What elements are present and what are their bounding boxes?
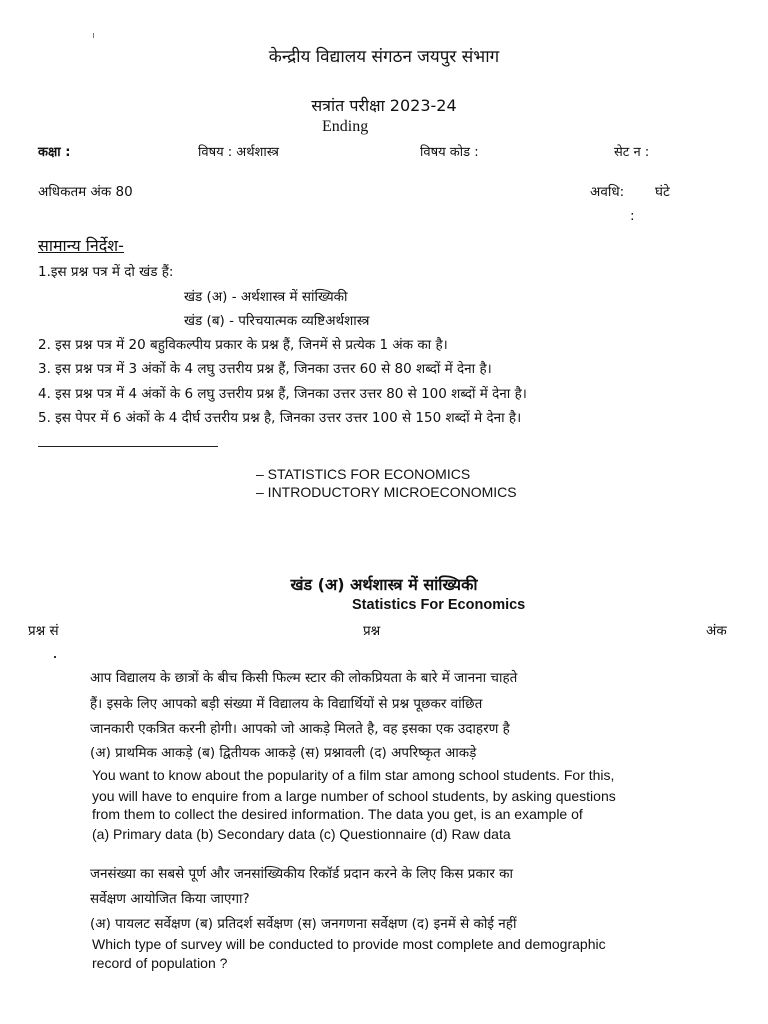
- max-marks: अधिकतम अंक 80: [38, 184, 133, 200]
- instructions-heading: सामान्य निर्देश-: [38, 236, 124, 255]
- scan-mark: [93, 33, 94, 38]
- question-2-line: सर्वेक्षण आयोजित किया जाएगा?: [90, 891, 250, 907]
- question-1-options-hi: (अ) प्राथमिक आकड़े (ब) द्वितीयक आकड़े (स) प्रश्नावली (द) अपरिष्कृत आकड़े: [90, 745, 477, 761]
- instruction-item: 1.इस प्रश्न पत्र में दो खंड हैं:: [38, 264, 174, 280]
- question-1-line: जानकारी एकत्रित करनी होगी। आपको जो आकड़े मिलते है, वह इसका एक उदाहरण है: [90, 721, 510, 737]
- column-marks: अंक: [706, 623, 727, 639]
- divider-line: [38, 446, 218, 447]
- question-2-en-line: Which type of survey will be conducted to provide most complete and demographic: [92, 936, 606, 952]
- instruction-item: खंड (ब) - परिचयात्मक व्यष्टिअर्थशास्त्र: [184, 313, 370, 329]
- set-number-label: सेट न :: [614, 145, 650, 160]
- organization-title: केन्द्रीय विद्यालय संगठन जयपुर संभाग: [268, 47, 500, 67]
- instruction-item: खंड (अ) - अर्थशास्त्र में सांख्यिकी: [184, 289, 348, 305]
- section-a-title: खंड (अ) अर्थशास्त्र में सांख्यिकी: [290, 575, 478, 594]
- duration-colon: :: [630, 208, 635, 224]
- question-1-en-line: You want to know about the popularity of a film star among school students. For this,: [92, 767, 615, 783]
- hours-label: घंटे: [655, 184, 670, 200]
- question-1-options-en: (a) Primary data (b) Secondary data (c) Questionnaire (d) Raw data: [92, 826, 511, 842]
- section-a-subtitle: Statistics For Economics: [352, 597, 526, 613]
- column-question-number: प्रश्न सं: [28, 623, 59, 639]
- question-1-line: आप विद्यालय के छात्रों के बीच किसी फिल्म स्टार की लोकप्रियता के बारे में जानना चाहते: [90, 670, 518, 686]
- class-label: कक्षा :: [38, 145, 71, 160]
- subject-code-label: विषय कोड :: [420, 145, 479, 160]
- exam-title: सत्रांत परीक्षा 2023-24: [311, 96, 457, 115]
- subject-label: विषय : अर्थशास्त्र: [198, 145, 279, 160]
- instruction-item: 5. इस पेपर में 6 अंकों के 4 दीर्घ उत्तरीय प्रश्न है, जिनका उत्तर उत्तर 100 से 150 शब्दों मे देना है।: [38, 410, 522, 426]
- question-2-options-hi: (अ) पायलट सर्वेक्षण (ब) प्रतिदर्श सर्वेक्षण (स) जनगणना सर्वेक्षण (द) इनमें से कोई नहीं: [90, 916, 517, 932]
- english-section-a: – STATISTICS FOR ECONOMICS: [256, 466, 471, 482]
- instruction-item: 2. इस प्रश्न पत्र में 20 बहुविकल्पीय प्रकार के प्रश्न हैं, जिनमें से प्रत्येक 1 अंक का है।: [38, 337, 448, 353]
- question-2-en-line: record of population ?: [92, 955, 228, 971]
- duration-label: अवधि:: [590, 184, 625, 200]
- exam-subtitle: Ending: [322, 118, 369, 135]
- question-1-en-line: from them to collect the desired information. The data you get, is an example of: [92, 806, 583, 822]
- question-1-en-line: you will have to enquire from a large number of school students, by asking questions: [92, 788, 616, 804]
- question-1-line: हैं। इसके लिए आपको बड़ी संख्या में विद्यालय के विद्यार्थियों से प्रश्न पूछकर वांछित: [90, 696, 483, 712]
- instruction-item: 3. इस प्रश्न पत्र में 3 अंकों के 4 लघु उत्तरीय प्रश्न हैं, जिनका उत्तर 60 से 80 शब्दों में देना है।: [38, 361, 492, 377]
- question-2-line: जनसंख्या का सबसे पूर्ण और जनसांख्यिकीय रिकॉर्ड प्रदान करने के लिए किस प्रकार का: [90, 866, 514, 882]
- english-section-b: – INTRODUCTORY MICROECONOMICS: [256, 484, 517, 500]
- row-marker: [54, 656, 56, 658]
- column-question: प्रश्न: [363, 623, 381, 639]
- instruction-item: 4. इस प्रश्न पत्र में 4 अंकों के 6 लघु उत्तरीय प्रश्न हैं, जिनका उत्तर उत्तर 80 से 100 शब्दों में देना है।: [38, 386, 527, 402]
